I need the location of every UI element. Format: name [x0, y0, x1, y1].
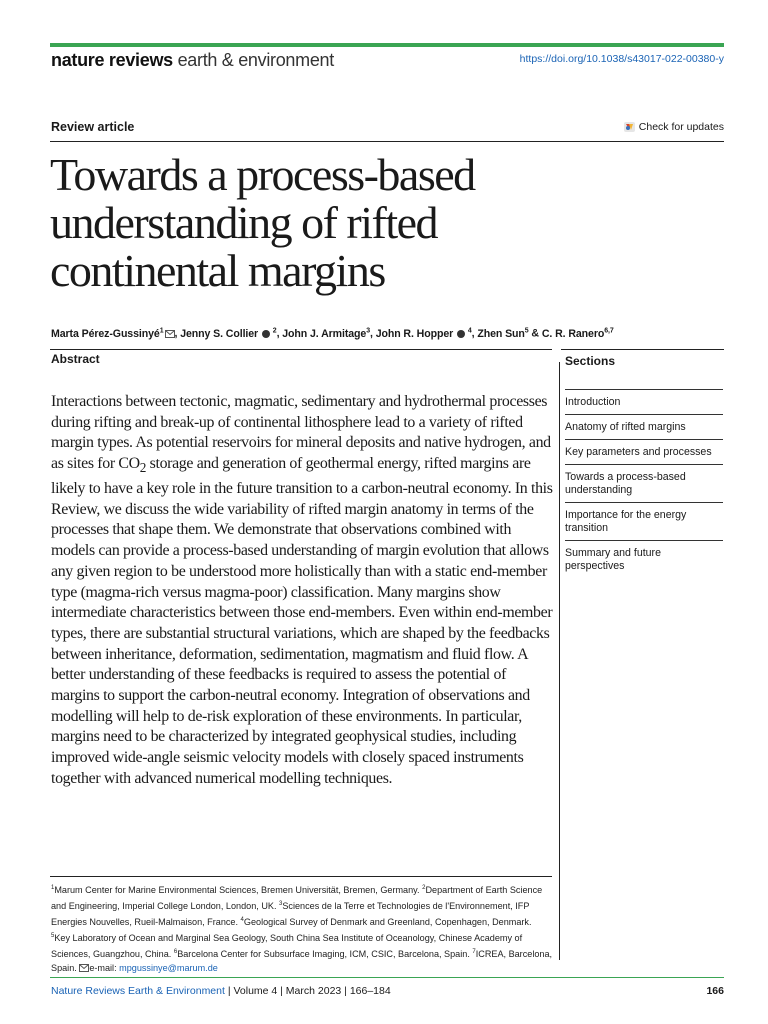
section-link-anatomy[interactable]: Anatomy of rifted margins [565, 414, 723, 439]
section-link-energy-transition[interactable]: Importance for the energy transition [565, 502, 723, 540]
footnote-rule [50, 876, 552, 877]
author [542, 328, 614, 340]
email-icon [79, 964, 89, 972]
author-affiliation-sup: 2 [272, 327, 277, 334]
sections-heading: Sections [565, 354, 616, 368]
abstract-text-part2: storage and generation of geothermal energy, rifted margins are likely to have a key role in the future transition to a carbon-neutral economy. In this Review, we discuss the wide variability of rifted margin anatomy in terms of the processes that shape them. We demonstrate that observations combined with models can provide a process-based understanding of margin evolution that allows any given region to be understood more holistically than with a static end-member type (magma-rich versus magma-poor) classification. Many margins show intermediate characteristics between those end-members. Even within end-member types, there are substantial structural variations, which are shaped by the feedbacks between inheritance, deformation, sedimentation, magmatism and fluid flow. A better understanding of these feedbacks is required to assess the potential of margins to support the carbon-neutral economy. Integration of observations and modelling will help to de-risk exploration of these environments. In particular, margins need to be characterized by integrated geophysical studies, including improved wide-angle seismic velocity models with closely spaced instruments together with advanced numerical modelling techniques. [51, 455, 553, 787]
author [51, 328, 175, 340]
abstract-rule [50, 349, 552, 350]
affiliation-text: Marum Center for Marine Environmental Sciences, Bremen Universität, Bremen, Germany. [54, 885, 423, 896]
title-line: Towards a process-based [50, 149, 475, 200]
author-name: C. R. Ranero [541, 327, 605, 340]
footer-rule [50, 977, 724, 978]
email-link[interactable]: mpgussinye@marum.de [119, 963, 218, 974]
abstract-text-part1: Interactions between tectonic, magmatic, sedimentary and hydrothermal processes during rifting and break-up of continental lithosphere lead to a variety of rifted margin types. As potential reservoirs for mineral deposits and native hydrogen, and as sites for CO [51, 393, 551, 473]
author-affiliation-sup: 4 [467, 327, 472, 334]
journal-name: Nature Reviews Earth & Environment [51, 985, 225, 997]
email-icon[interactable] [165, 330, 175, 338]
affiliation-text: Sciences de la Terre et Technologies de l'Environnement, IFP Energies Nouvelles, Rueil-Malmaison, France. [51, 901, 530, 928]
affiliation-number: 5 [51, 933, 55, 940]
title-line: understanding of rifted [50, 197, 438, 248]
article-title [50, 151, 570, 295]
section-link-process-based[interactable]: Towards a process-based understanding [565, 464, 723, 502]
section-link-summary[interactable]: Summary and future perspectives [565, 540, 723, 578]
affiliation-text: ICREA, Barcelona, Spain. [51, 949, 553, 974]
email-label: e-mail: [89, 963, 120, 974]
abstract-text [51, 392, 553, 790]
sections-rule [561, 349, 724, 350]
author [180, 328, 276, 340]
section-link-key-parameters[interactable]: Key parameters and processes [565, 439, 723, 464]
affiliations-footnote [51, 881, 553, 975]
affiliation-number: 2 [422, 885, 426, 891]
abstract-heading: Abstract [51, 352, 100, 366]
affiliation-text: Key Laboratory of Ocean and Marginal Sea Geology, South China Sea Institute of Oceanology, Chinese Academy of Sciences, Guangzhou, China. [51, 933, 523, 960]
doi-link[interactable]: https://doi.org/10.1038/s43017-022-00380-y [519, 53, 724, 65]
journal-citation [51, 985, 391, 997]
check-updates-button[interactable] [623, 120, 724, 133]
affiliation-number: 7 [472, 949, 476, 956]
orcid-icon[interactable] [457, 330, 465, 338]
brand-light: earth & environment [172, 50, 334, 70]
journal-brand [51, 49, 334, 71]
author [477, 328, 528, 340]
orcid-icon[interactable] [262, 330, 270, 338]
author-name: Jenny S. Collier [180, 327, 259, 340]
check-updates-label: Check for updates [638, 120, 724, 133]
header-rule [50, 141, 724, 142]
author [376, 328, 472, 340]
column-divider [559, 362, 560, 960]
author-list: Marta Pérez-Gussinyé$^1$ , Jenny S. Collier $^2$, John J. Armitage$^3$, John R. Hopper $^4$, Zhen Sun$^5$ & C. R. Ranero$^{6,7}$ [51, 327, 614, 340]
citation-details: | Volume 4 | March 2023 | 166–184 [224, 985, 391, 997]
author-affiliation-sup: 1 [159, 327, 164, 334]
author-name: John J. Armitage [282, 327, 367, 340]
author-name: John R. Hopper [375, 327, 454, 340]
article-type: Review article [51, 120, 135, 134]
affiliation-number: 1 [51, 885, 55, 891]
author [282, 328, 370, 340]
affiliation-text: Department of Earth Science and Engineering, Imperial College London, London, UK. [51, 885, 543, 912]
affiliation-number: 4 [240, 917, 244, 924]
check-updates-icon [623, 120, 636, 133]
author-affiliation-sup: 6,7 [604, 327, 614, 334]
author-name: Zhen Sun [477, 327, 525, 340]
affiliation-text: Geological Survey of Denmark and Greenland, Copenhagen, Denmark. [243, 917, 532, 928]
brand-bold: nature reviews [51, 50, 173, 70]
section-link-introduction[interactable]: Introduction [565, 389, 723, 414]
author-affiliation-sup: 3 [366, 327, 370, 334]
author-name: Marta Pérez-Gussinyé [51, 327, 160, 340]
affiliation-text: Barcelona Center for Subsurface Imaging, ICM, CSIC, Barcelona, Spain. [177, 949, 473, 960]
affiliation-number: 3 [279, 901, 283, 908]
page-number: 166 [706, 985, 724, 997]
affiliation-number: 6 [173, 949, 178, 956]
sections-list [565, 389, 723, 578]
author-affiliation-sup: 5 [524, 327, 529, 334]
header-accent-bar [50, 43, 724, 47]
title-line: continental margins [50, 245, 385, 296]
co2-subscript: 2 [139, 460, 147, 476]
